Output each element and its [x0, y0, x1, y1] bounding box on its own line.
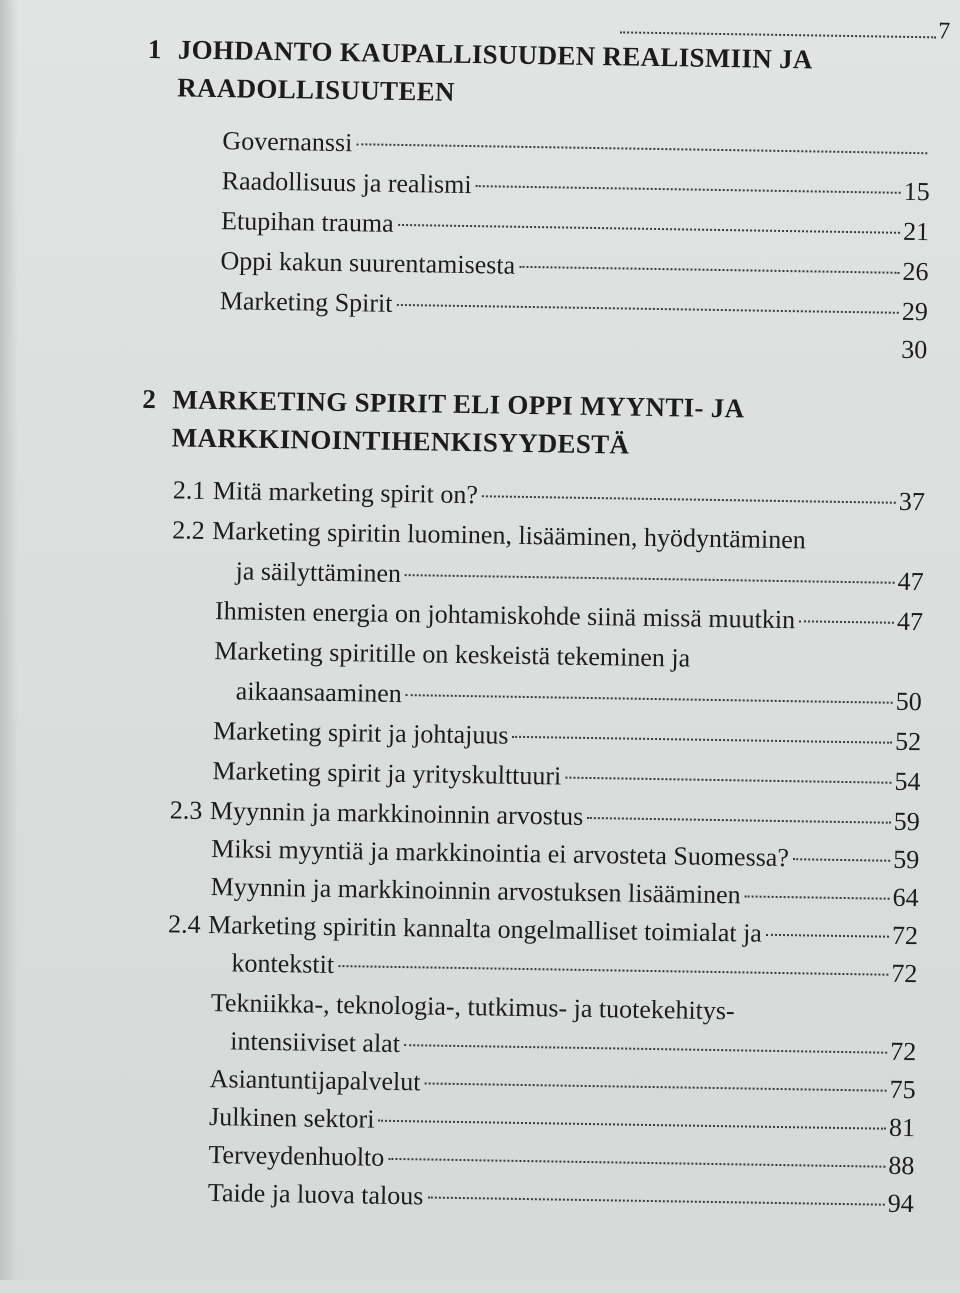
- entry-label: Raadollisuus ja realismi: [221, 166, 472, 200]
- dot-leader: [404, 1044, 887, 1054]
- entry-page: 47: [896, 606, 924, 637]
- entry-label: Etupihan trauma: [220, 206, 394, 238]
- entry-label: Asiantuntijapalvelut: [209, 1064, 421, 1097]
- entry-label: Marketing spiritin kannalta ongelmalliset toimialat ja: [207, 910, 763, 948]
- entry-label: Miksi myyntiä ja markkinointia ei arvosteta Suomessa?: [211, 834, 790, 873]
- toc-entry: [173, 474, 925, 518]
- entry-page: 72: [889, 1036, 917, 1067]
- toc-entry-continuation: [236, 675, 922, 718]
- entry-page: 54: [894, 766, 921, 797]
- dot-leader: [378, 1120, 886, 1130]
- entry-label: Mitä marketing spirit on?: [212, 476, 479, 510]
- chapter-title: JOHDANTO KAUPALLISUUDEN REALISMIIN JA RAADOLLISUUTEEN: [177, 34, 812, 107]
- entry-label: Marketing Spirit: [219, 286, 393, 318]
- page-number: 7: [938, 18, 951, 45]
- entry-label: Governanssi: [222, 126, 353, 158]
- entry-label: intensiiviset alat: [230, 1026, 401, 1059]
- toc-entry: [210, 871, 918, 914]
- entry-label: Marketing spirit ja johtajuus: [212, 716, 509, 750]
- section-number: 2.4: [167, 909, 201, 939]
- chapter-heading: [141, 380, 872, 467]
- toc-entry: [215, 595, 923, 638]
- entry-page: 37: [898, 486, 926, 517]
- entry-label: Tekniikka-, teknologia-, tutkimus- ja tuotekehitys-: [210, 988, 735, 1026]
- dot-leader: [799, 620, 894, 623]
- entry-label: Marketing spiritin luominen, lisääminen, hyödyntäminen: [212, 516, 807, 555]
- toc-entry: [168, 908, 918, 952]
- entry-label: Ihmisten energia on johtamiskohde siinä missä muutkin: [214, 596, 796, 635]
- dot-leader: [356, 143, 927, 154]
- entry-page: 88: [888, 1150, 915, 1181]
- chapter-number: 1: [147, 33, 162, 65]
- entry-label: Julkinen sektori: [208, 1102, 375, 1134]
- entry-page: 26: [902, 256, 929, 287]
- entry-label: Myynnin ja markkinoinnin arvostuksen lisääminen: [210, 872, 741, 910]
- entry-page: 81: [888, 1112, 916, 1143]
- dot-leader: [424, 1082, 886, 1091]
- toc-entry: [170, 794, 920, 838]
- entry-label: Oppi kakun suurentamisesta: [220, 246, 516, 280]
- toc-entry: [219, 323, 927, 366]
- dot-leader: [476, 185, 901, 194]
- entry-page: 72: [891, 958, 918, 989]
- toc-entry: [220, 245, 928, 288]
- toc-entry: [172, 514, 924, 558]
- dot-leader: [587, 817, 891, 824]
- toc-entry: [222, 125, 930, 168]
- entry-label: kontekstit: [231, 948, 335, 980]
- section-number: 2.3: [169, 795, 203, 825]
- toc-entry: [220, 285, 928, 328]
- toc-entry: [209, 1101, 915, 1144]
- toc-entry-continuation: [231, 947, 917, 990]
- toc-entry: [222, 165, 930, 208]
- toc-entry: [212, 755, 920, 798]
- dot-leader: [406, 694, 893, 704]
- toc-entry-continuation: [235, 555, 923, 598]
- dot-leader: [396, 304, 898, 314]
- entry-page: 29: [901, 296, 929, 327]
- dot-leader: [405, 574, 895, 584]
- toc-entry: [211, 987, 917, 1030]
- toc-entry: [211, 833, 919, 876]
- entry-label: Taide ja luova talous: [207, 1178, 424, 1211]
- entry-page: 59: [893, 806, 921, 837]
- dot-leader: [793, 858, 890, 862]
- entry-page: 64: [892, 882, 919, 913]
- toc-entry: [213, 715, 921, 758]
- toc-entry: [214, 635, 922, 678]
- dot-leader: [482, 495, 896, 504]
- dot-leader: [398, 224, 900, 234]
- entry-label: Terveydenhuolto: [208, 1140, 385, 1172]
- entry-label: Marketing spiritille on keskeistä tekeminen ja: [214, 636, 691, 673]
- entry-page: 47: [897, 566, 924, 597]
- entry-page: 15: [903, 176, 930, 207]
- dot-leader: [745, 895, 890, 899]
- entry-page: 59: [892, 844, 920, 875]
- section-number: 2.2: [172, 515, 206, 545]
- section-number: 2.1: [172, 475, 206, 505]
- dot-leader: [565, 777, 891, 784]
- toc-entry: [208, 1139, 914, 1182]
- entry-label: ja säilyttäminen: [235, 556, 402, 589]
- dot-leader: [512, 736, 892, 744]
- entry-page: 30: [901, 334, 928, 365]
- toc-entry: [208, 1177, 914, 1220]
- entry-page: 21: [902, 216, 930, 247]
- chapter-number: 2: [142, 383, 157, 415]
- entry-label: Myynnin ja markkinoinnin arvostus: [209, 796, 584, 831]
- entry-page: 72: [891, 920, 919, 951]
- entry-page: 75: [889, 1074, 916, 1105]
- entry-page: 94: [887, 1188, 915, 1219]
- entry-label: Marketing spirit ja yrityskulttuuri: [212, 756, 562, 791]
- entry-label: aikaansaaminen: [235, 676, 403, 709]
- chapter-title: MARKETING SPIRIT ELI OPPI MYYNTI- JA MARKKINOINTIHENKISYYDESTÄ: [171, 384, 744, 460]
- toc-entry: [209, 1063, 915, 1106]
- toc-entry: [221, 205, 929, 248]
- entry-page: 50: [895, 686, 922, 717]
- dot-leader: [388, 1158, 885, 1168]
- dot-leader: [519, 266, 899, 274]
- dot-leader: [766, 934, 889, 938]
- chapter-heading: [147, 30, 878, 117]
- dot-leader: [338, 965, 888, 976]
- entry-page: 52: [894, 726, 922, 757]
- toc-entry-continuation: [230, 1025, 916, 1068]
- dot-leader: [427, 1196, 884, 1205]
